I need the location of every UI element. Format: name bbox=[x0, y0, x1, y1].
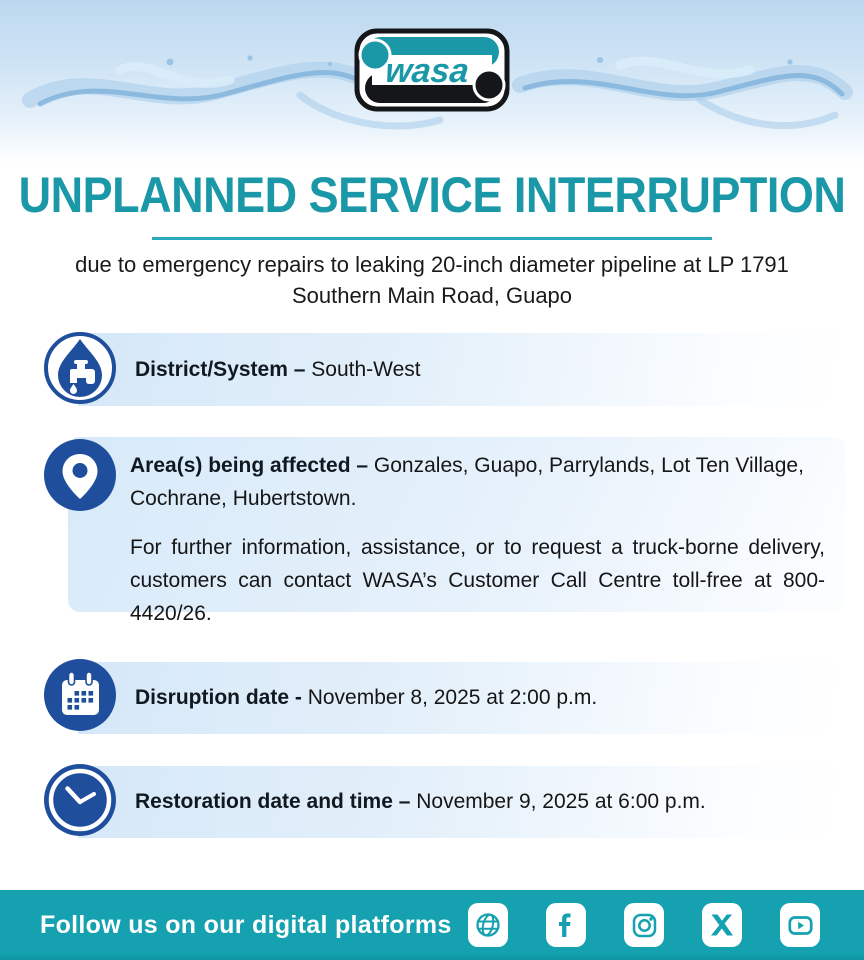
wasa-logo bbox=[352, 24, 512, 116]
header-banner bbox=[0, 0, 864, 163]
district-row bbox=[78, 333, 845, 406]
globe-icon[interactable] bbox=[468, 903, 508, 947]
water-tap-drop-icon bbox=[42, 330, 118, 406]
disruption-date-label: Disruption date - bbox=[135, 686, 302, 709]
area-affected-value: Gonzales, Guapo, Parrylands, Lot Ten Village, Cochrane, Hubertstown. bbox=[130, 454, 804, 510]
youtube-icon[interactable] bbox=[780, 903, 820, 947]
calendar-icon bbox=[42, 657, 118, 733]
title-divider bbox=[152, 237, 712, 240]
footer-bar bbox=[0, 890, 864, 960]
restoration-date-value: November 9, 2025 at 6:00 p.m. bbox=[416, 790, 706, 813]
disruption-date-value: November 8, 2025 at 2:00 p.m. bbox=[307, 686, 598, 709]
social-icons-row bbox=[468, 903, 820, 947]
wasa-logo-text: wasa bbox=[383, 52, 471, 90]
district-text bbox=[78, 358, 421, 382]
instagram-icon[interactable] bbox=[624, 903, 664, 947]
disruption-date-text bbox=[78, 686, 597, 710]
contact-info-text: For further information, assistance, or to request a truck-borne delivery, customers can contact WASA’s Customer Call Centre toll-free at 800-4420/26. bbox=[130, 536, 825, 625]
restoration-date-row bbox=[78, 766, 845, 838]
area-affected-text bbox=[130, 449, 825, 515]
page-title: UNPLANNED SERVICE INTERRUPTION bbox=[18, 166, 846, 224]
x-icon[interactable] bbox=[702, 903, 742, 947]
district-value: South-West bbox=[311, 357, 421, 381]
clock-icon bbox=[42, 762, 118, 838]
area-affected-block bbox=[68, 437, 845, 625]
district-label: District/System – bbox=[135, 357, 306, 381]
subtitle bbox=[0, 249, 864, 311]
subtitle-line2: Southern Main Road, Guapo bbox=[291, 283, 573, 308]
subtitle-line1: due to emergency repairs to leaking 20-inch diameter pipeline at LP 1791 bbox=[75, 252, 789, 277]
restoration-date-text bbox=[78, 790, 706, 814]
footer-text: Follow us on our digital platforms bbox=[40, 910, 452, 939]
area-affected-label: Area(s) being affected – bbox=[130, 454, 369, 477]
location-pin-icon bbox=[42, 437, 118, 513]
restoration-date-label: Restoration date and time – bbox=[135, 790, 411, 813]
facebook-icon[interactable] bbox=[546, 903, 586, 947]
disruption-date-row bbox=[78, 662, 845, 734]
